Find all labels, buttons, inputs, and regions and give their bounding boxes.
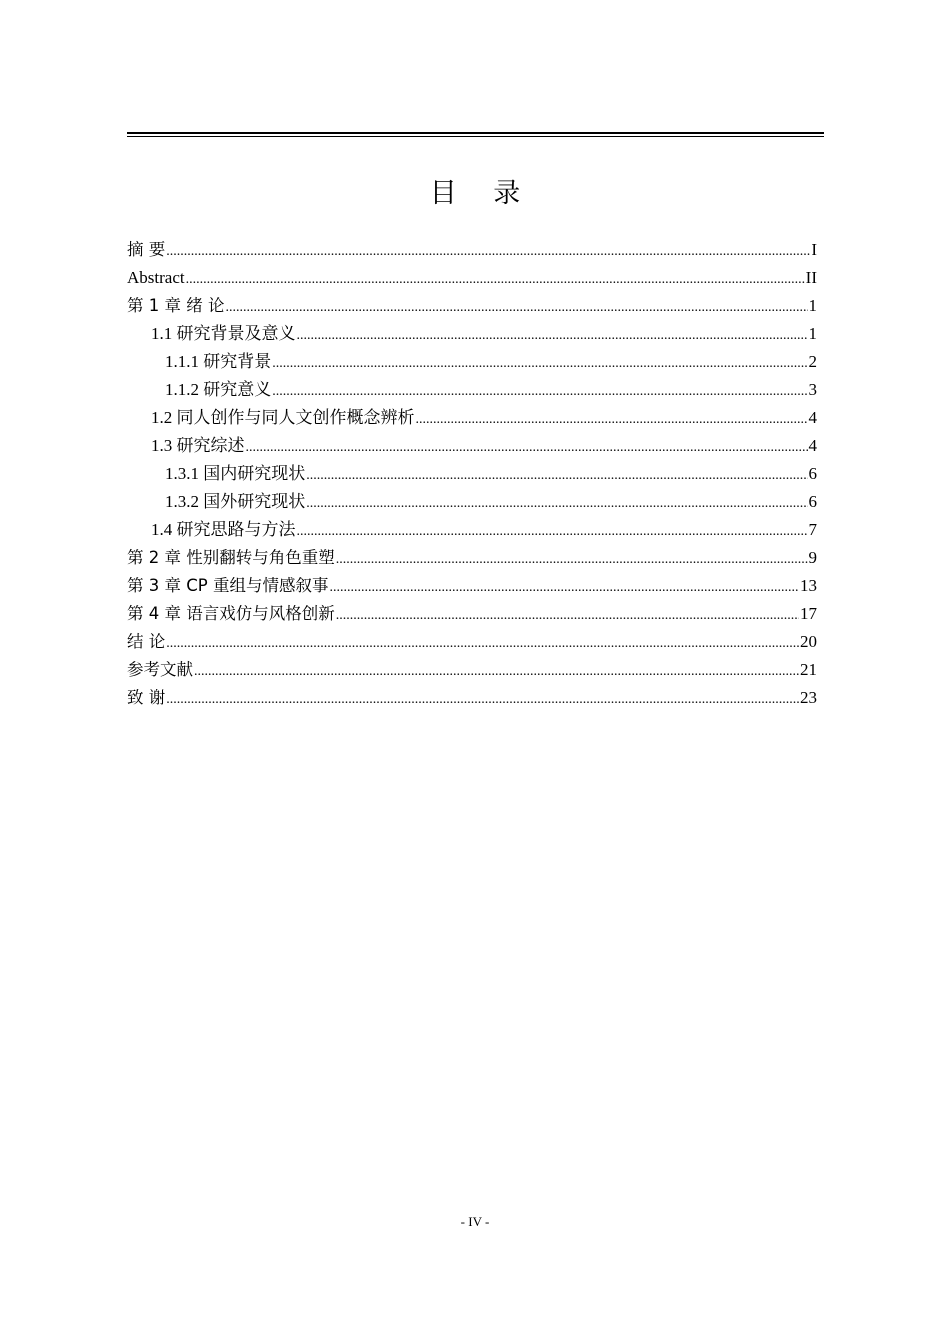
toc-entry-label: 第 3 章 CP 重组与情感叙事 xyxy=(127,576,329,595)
toc-entry-label: 1.2 同人创作与同人文创作概念辨析 xyxy=(151,408,415,427)
toc-entry-page-number: 7 xyxy=(808,520,817,539)
toc-entry[interactable] xyxy=(127,404,817,432)
dot-leader xyxy=(186,266,805,294)
toc-entry-label: 摘 要 xyxy=(127,240,166,259)
toc-entry[interactable] xyxy=(127,572,817,600)
toc-entry[interactable] xyxy=(127,348,817,376)
toc-entry-label: 1.3 研究综述 xyxy=(151,436,245,455)
toc-entry-label: 第 1 章 绪 论 xyxy=(127,296,225,315)
toc-entry[interactable] xyxy=(127,460,817,488)
header-double-rule xyxy=(127,132,824,137)
toc-entry-page-number: 23 xyxy=(800,688,817,707)
dot-leader xyxy=(166,630,799,658)
toc-entry-page-number: 4 xyxy=(808,436,817,455)
toc-entry-page-number: 13 xyxy=(800,576,817,595)
dot-leader xyxy=(272,378,807,406)
toc-entry-label: 参考文献 xyxy=(127,660,193,679)
toc-title: 目 录 xyxy=(429,178,535,209)
toc-entry-page-number: 20 xyxy=(800,632,817,651)
toc-entry-page-number: 6 xyxy=(808,464,817,483)
toc-entry-page-number: 1 xyxy=(808,324,817,343)
toc-entry-label: 第 2 章 性别翻转与角色重塑 xyxy=(127,548,335,567)
toc-entry[interactable] xyxy=(127,600,817,628)
toc-entry-page-number: I xyxy=(811,240,817,259)
toc-entry-page-number: 21 xyxy=(800,660,817,679)
toc-entry-label: Abstract xyxy=(127,268,185,287)
toc-entry-label: 1.3.1 国内研究现状 xyxy=(165,464,306,483)
toc-entry[interactable] xyxy=(127,292,817,320)
toc-entry-page-number: 4 xyxy=(808,408,817,427)
toc-entry-page-number: 9 xyxy=(808,548,817,567)
toc-entry[interactable] xyxy=(127,376,817,404)
toc-entry[interactable] xyxy=(127,684,817,712)
toc-entry-label: 1.3.2 国外研究现状 xyxy=(165,492,306,511)
toc-entry-page-number: 3 xyxy=(808,380,817,399)
toc-entry-label: 1.1.2 研究意义 xyxy=(165,380,272,399)
toc-entry-page-number: 1 xyxy=(808,296,817,315)
toc-entry[interactable] xyxy=(127,488,817,516)
dot-leader xyxy=(225,294,807,322)
toc-entry[interactable] xyxy=(127,656,817,684)
toc-entry[interactable] xyxy=(127,264,817,292)
toc-entry[interactable] xyxy=(127,516,817,544)
toc-entry-label: 1.1.1 研究背景 xyxy=(165,352,272,371)
dot-leader xyxy=(336,602,799,630)
dot-leader xyxy=(297,518,808,546)
toc-entry[interactable] xyxy=(127,320,817,348)
toc-entry[interactable] xyxy=(127,544,817,572)
toc-entry-label: 结 论 xyxy=(127,632,166,651)
dot-leader xyxy=(306,490,807,518)
toc-entry[interactable] xyxy=(127,432,817,460)
toc-entry-page-number: 6 xyxy=(808,492,817,511)
dot-leader xyxy=(297,322,808,350)
dot-leader xyxy=(166,686,799,714)
page-number-footer: - IV - xyxy=(460,1214,490,1229)
dot-leader xyxy=(329,574,799,602)
dot-leader xyxy=(246,434,808,462)
toc-entry-page-number: II xyxy=(805,268,817,287)
table-of-contents xyxy=(127,236,817,712)
dot-leader xyxy=(336,546,808,574)
dot-leader xyxy=(306,462,807,490)
toc-entry-page-number: 17 xyxy=(800,604,817,623)
toc-entry-page-number: 2 xyxy=(808,352,817,371)
toc-entry-label: 1.1 研究背景及意义 xyxy=(151,324,296,343)
toc-entry-label: 1.4 研究思路与方法 xyxy=(151,520,296,539)
dot-leader xyxy=(272,350,807,378)
toc-entry-label: 第 4 章 语言戏仿与风格创新 xyxy=(127,604,335,623)
toc-entry[interactable] xyxy=(127,236,817,264)
toc-entry-label: 致 谢 xyxy=(127,688,166,707)
dot-leader xyxy=(166,238,810,266)
toc-entry[interactable] xyxy=(127,628,817,656)
dot-leader xyxy=(416,406,808,434)
dot-leader xyxy=(194,658,799,686)
